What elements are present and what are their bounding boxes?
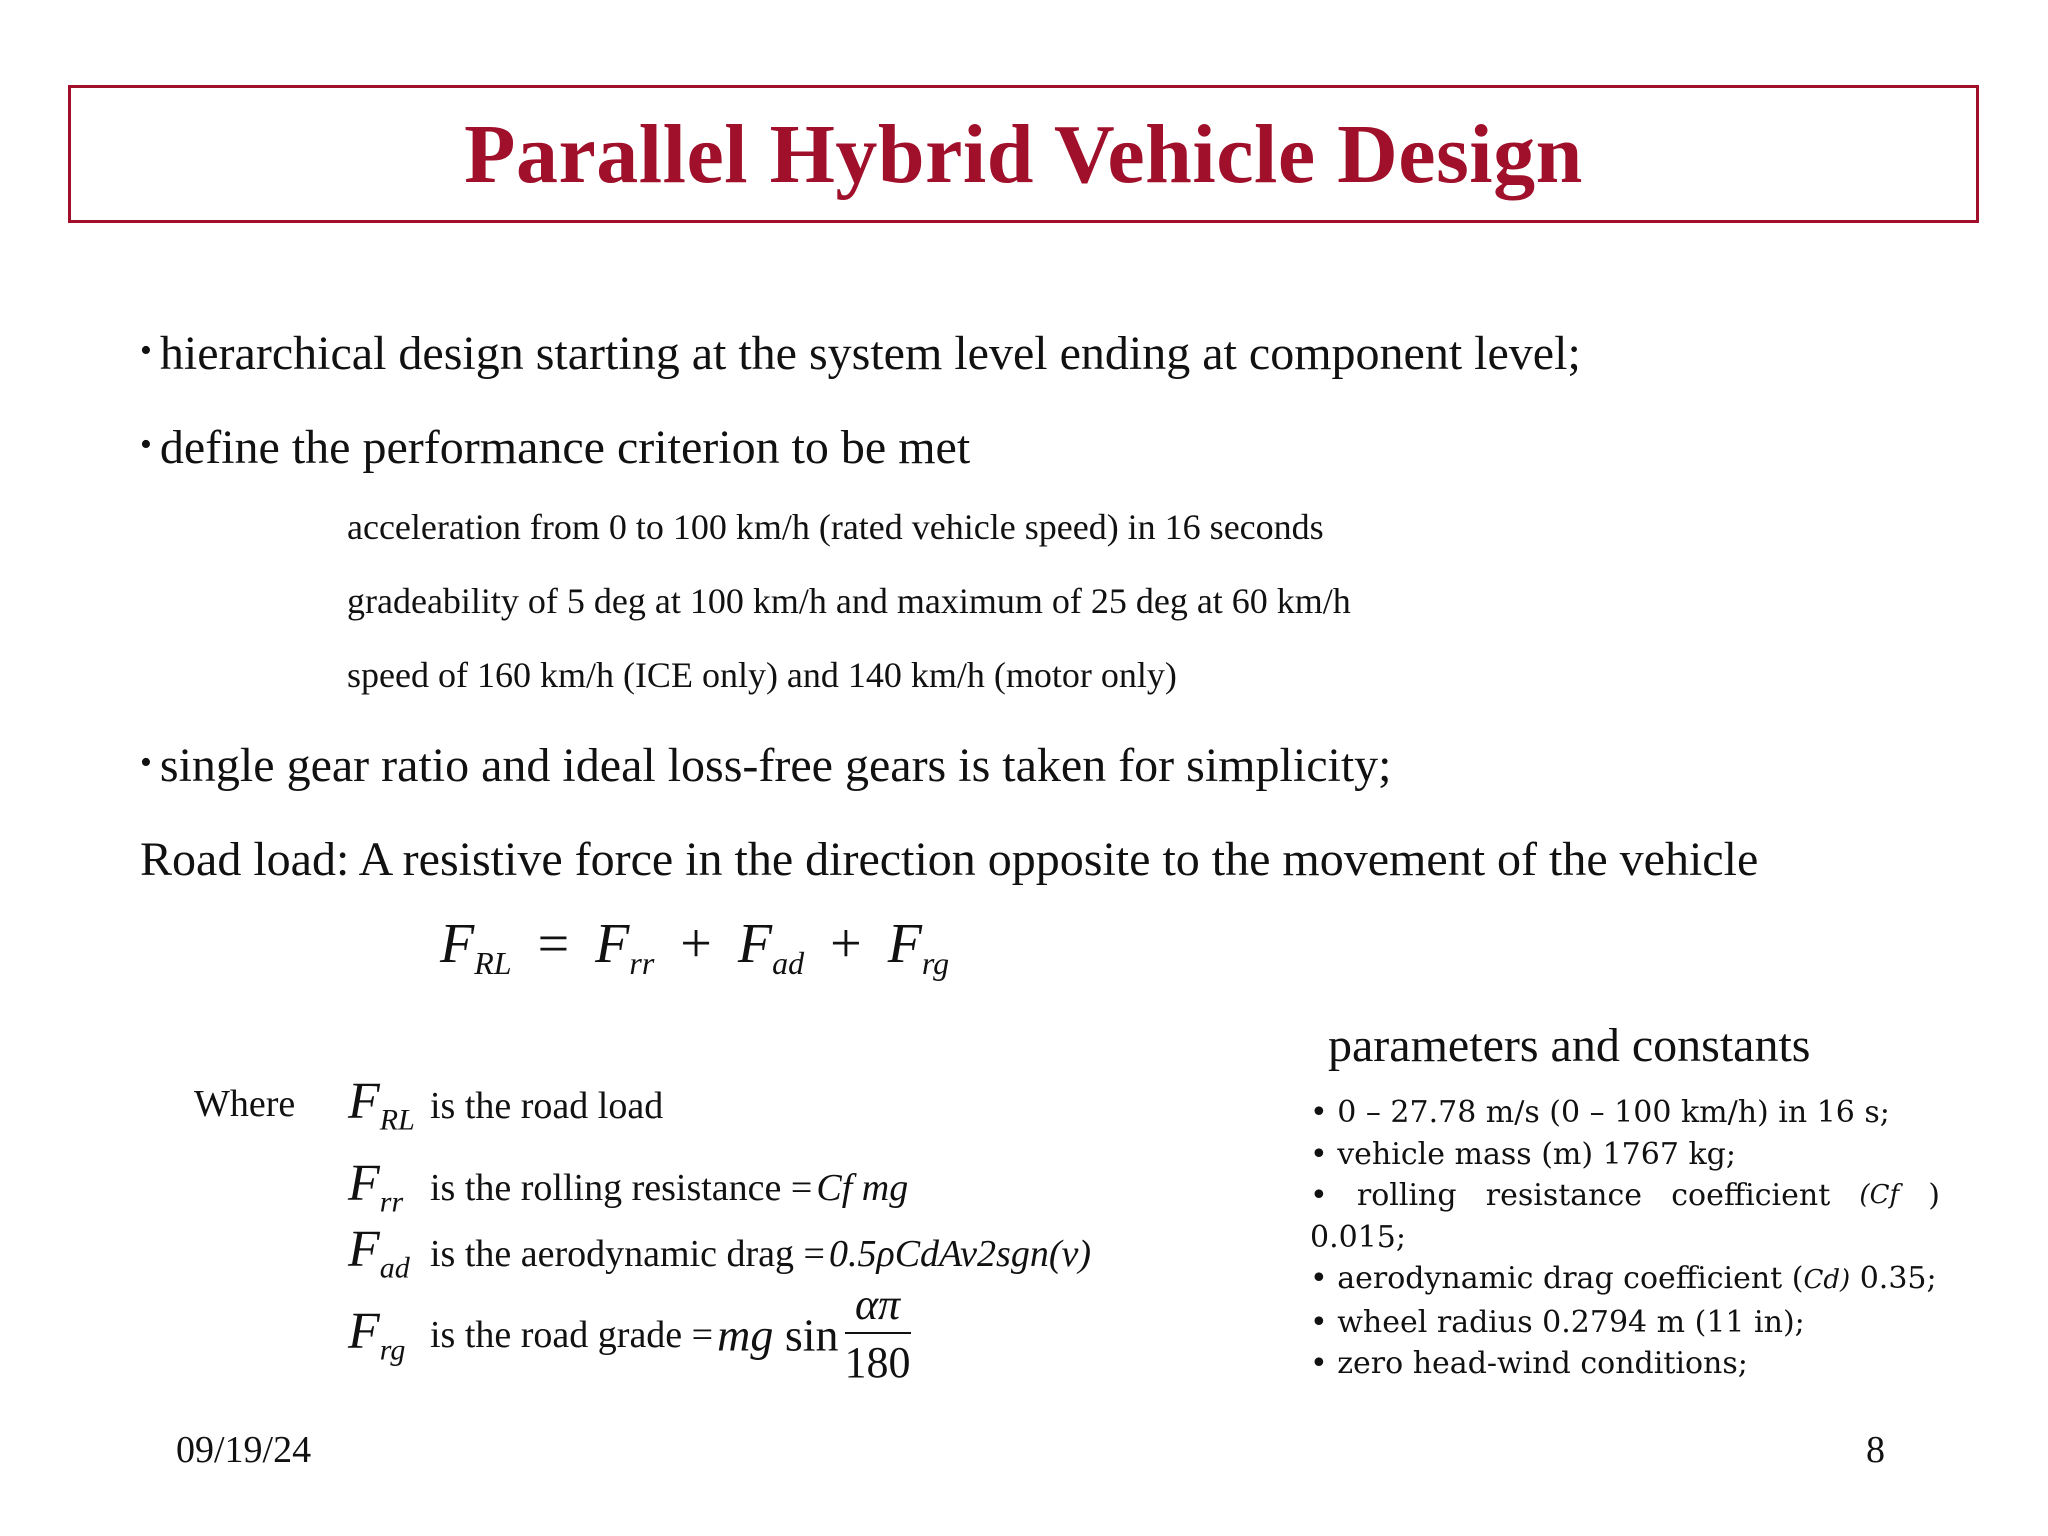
slide-title: Parallel Hybrid Vehicle Design: [464, 107, 1583, 201]
param-rolling-resistance-value: 0.015;: [1310, 1219, 1406, 1255]
bullet-text: define the performance criterion to be met: [159, 421, 971, 474]
criterion-speed: speed of 160 km/h (ICE only) and 140 km/h (motor only): [347, 655, 1177, 695]
param-acceleration: • 0 – 27.78 m/s (0 – 100 km/h) in 16 s;: [1310, 1095, 1890, 1130]
definition-rolling-resistance: $F_{rr}$ is the rolling resistance = Cf mg: [348, 1155, 909, 1219]
symbol-fad: $F_{ad}$: [348, 1221, 410, 1285]
road-grade-expression: mg sin: [717, 1309, 839, 1361]
param-aerodynamic-drag: • aerodynamic drag coefficient (Cd) 0.35;: [1310, 1261, 1937, 1296]
criterion-acceleration: acceleration from 0 to 100 km/h (rated vehicle speed) in 16 seconds: [347, 507, 1324, 547]
parameters-title: parameters and constants: [1328, 1019, 1811, 1072]
where-label: Where: [194, 1083, 296, 1125]
road-load-description: Road load: A resistive force in the direction opposite to the movement of the vehicle: [140, 833, 1759, 886]
bullet-dot: •: [140, 332, 152, 369]
bullet-performance-criterion: [140, 420, 970, 475]
symbol-frg: $F_{rg}$: [348, 1303, 406, 1367]
bullet-dot: •: [140, 744, 152, 781]
criterion-gradeability: gradeability of 5 deg at 100 km/h and maximum of 25 deg at 60 km/h: [347, 581, 1351, 621]
param-rolling-resistance: • rolling resistance coefficient (Cf ): [1310, 1178, 1940, 1213]
bullet-gear-ratio: [140, 738, 1392, 793]
definition-road-load: $F_{RL}$ is the road load: [348, 1073, 664, 1137]
road-grade-fraction: $\frac{\alpha\pi}{180}$: [844, 1280, 911, 1387]
footer-date: 09/19/24: [176, 1429, 312, 1471]
page-number: 8: [1866, 1429, 1885, 1471]
bullet-hierarchical-design: [140, 326, 1581, 381]
bullet-text: hierarchical design starting at the system level ending at component level;: [159, 327, 1581, 380]
bullet-text: single gear ratio and ideal loss-free gears is taken for simplicity;: [159, 739, 1392, 792]
definition-road-grade: $F_{rg}$ is the road grade = mg sin $\frac{\alpha\pi}{180}$: [348, 1278, 911, 1392]
definition-aerodynamic-drag: $F_{ad}$ is the aerodynamic drag = 0.5ρCdAv2sgn(v): [348, 1221, 1091, 1285]
param-wheel-radius: • wheel radius 0.2794 m (11 in);: [1310, 1304, 1805, 1340]
param-vehicle-mass: • vehicle mass (m) 1767 kg;: [1310, 1136, 1736, 1172]
symbol-frl: $F_{RL}$: [348, 1073, 415, 1137]
parameters-list: [1310, 1092, 1940, 1385]
symbol-frr: $F_{rr}$: [348, 1155, 404, 1219]
bullet-dot: •: [140, 426, 152, 463]
road-load-equation: $F_{RL} = F_{rr} + F_{ad} + F_{rg}$: [440, 913, 950, 982]
param-head-wind: • zero head-wind conditions;: [1310, 1346, 1748, 1381]
title-box: [68, 85, 1979, 223]
